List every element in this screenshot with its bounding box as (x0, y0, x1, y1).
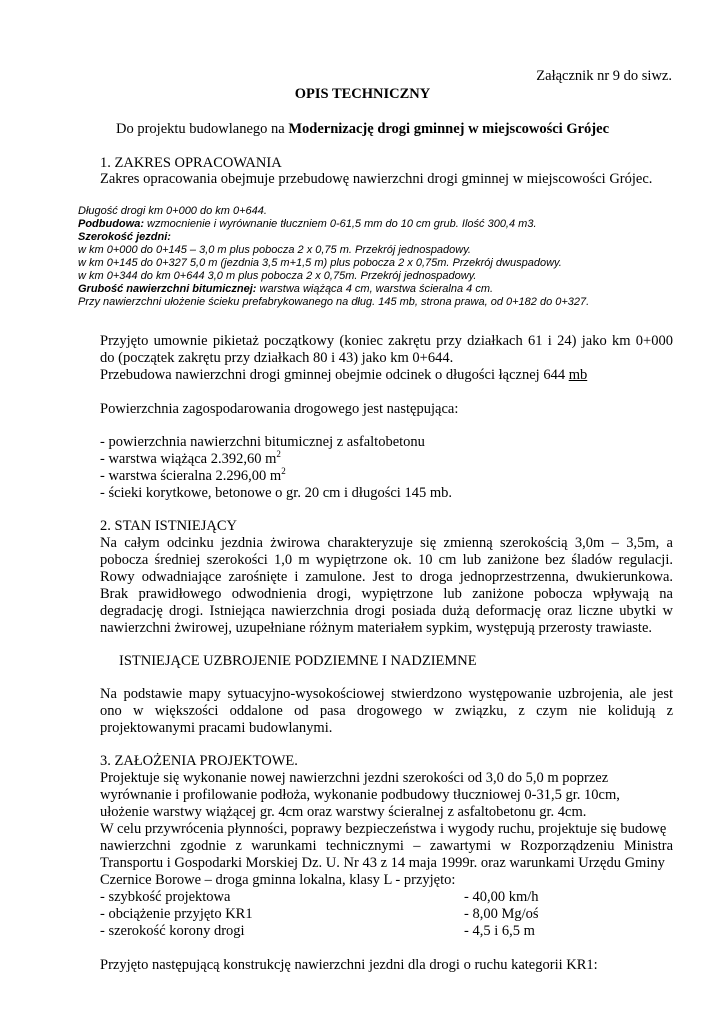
section-3-line-1: Projektuje się wykonanie nowej nawierzchni jezdni szerokości od 3,0 do 5,0 m poprzez (100, 770, 609, 786)
section-3-line-2: wyrównanie i profilowanie podłoża, wykonanie podbudowy tłuczniowej 0-31,5 gr. 10cm, (100, 787, 620, 803)
spec-base-text: wzmocnienie i wyrównanie tłuczniem 0-61,5 mm do 10 cm grub. Ilość 300,4 m3. (144, 218, 537, 230)
param-speed-label: - szybkość projektowa (100, 889, 231, 905)
spec-base (78, 218, 537, 231)
param-load-value: - 8,00 Mg/oś (464, 906, 539, 922)
param-width-label: - szerokość korony drogi (100, 923, 245, 939)
surface-item-3-sup: 2 (281, 466, 286, 476)
section-3-line-6: Transportu i Gospodarki Morskiej Dz. U. Nr 43 z 14 maja 1999r. oraz warunkami Urzędu Gminy (100, 855, 665, 871)
section-1-heading: 1. ZAKRES OPRACOWANIA (100, 155, 282, 171)
section-3-line-5: nawierzchni zgodnie z warunkami technicznymi – zawartymi w Rozporządzeniu Ministra (100, 838, 673, 854)
spec-width-1: w km 0+000 do 0+145 – 3,0 m plus pobocza 2 x 0,75 m. Przekrój jednospadowy. (78, 244, 471, 256)
section-2-line-6: nawierzchni żwirowej, uzupełniane różnym materiałem sypkim, występują przerosty trawiaste. (100, 620, 653, 636)
paragraph-chainage-1: Przyjęto umownie pikietaż początkowy (koniec zakrętu przy działkach 61 i 24) jako km 0+000 (100, 333, 673, 349)
project-line (0, 121, 725, 138)
surface-item-2-sup: 2 (276, 449, 281, 459)
spec-base-label: Podbudowa: (78, 218, 144, 230)
param-speed-value: - 40,00 km/h (464, 889, 539, 905)
spec-width-3: w km 0+344 do km 0+644 3,0 m plus pobocza 2 x 0,75m. Przekrój jednospadowy. (78, 270, 477, 282)
spec-width-label: Szerokość jezdni: (78, 231, 171, 243)
paragraph-length-unit: mb (568, 367, 588, 383)
param-load-label: - obciążenie przyjęto KR1 (100, 906, 253, 922)
document-title: OPIS TECHNICZNY (294, 86, 431, 102)
utilities-line-3: projektowanymi pracami budowlanymi. (100, 720, 333, 736)
utilities-line-1: Na podstawie mapy sytuacyjno-wysokościowej stwierdzono występowanie uzbrojenia, ale jest (100, 686, 673, 702)
project-name: Modernizację drogi gminnej w miejscowości Grójec (288, 121, 610, 137)
section-1-text: Zakres opracowania obejmuje przebudowę nawierzchni drogi gminnej w miejscowości Grójec. (100, 171, 653, 187)
annex-label: Załącznik nr 9 do siwz. (536, 68, 672, 84)
spec-thickness-text: warstwa wiążąca 4 cm, warstwa ścieralna 4 cm. (256, 283, 494, 295)
utilities-line-2: ono w większości oddalone od pasa drogowego w związku, z czym nie kolidują z (100, 703, 673, 719)
spec-width-2: w km 0+145 do 0+327 5,0 m (jezdnia 3,5 m+1,5 m) plus pobocza 2 x 0,75m. Przekrój dwuspadowy. (78, 257, 562, 269)
section-3-line-4: W celu przywrócenia płynności, poprawy bezpieczeństwa i wygody ruchu, projektuje się budowę (100, 821, 667, 837)
section-3-line-7: Czernice Borowe – droga gminna lokalna, klasy L - przyjęto: (100, 872, 456, 888)
surface-item-1: - powierzchnia nawierzchni bitumicznej z asfaltobetonu (100, 434, 425, 450)
section-3-heading: 3. ZAŁOŻENIA PROJEKTOWE. (100, 753, 298, 769)
section-3-line-3: ułożenie warstwy wiążącej gr. 4cm oraz warstwy ścieralnej z asfaltobetonu gr. 4cm. (100, 804, 587, 820)
section-2-line-5: degradację drogi. Istniejąca nawierzchnia drogi posiada dużą deformację oraz liczne ubytki w (100, 603, 673, 619)
spec-thickness (78, 283, 493, 296)
spec-length: Długość drogi km 0+000 do km 0+644. (78, 205, 267, 217)
paragraph-length (100, 367, 587, 384)
surface-intro: Powierzchnia zagospodarowania drogowego jest następująca: (100, 401, 459, 417)
paragraph-chainage-2: do (początek zakrętu przy działkach 80 i 43) jako km 0+644. (100, 350, 454, 366)
project-prefix: Do projektu budowlanego na (115, 121, 289, 137)
spec-thickness-label: Grubość nawierzchni bitumicznej: (78, 283, 257, 295)
spec-gutter: Przy nawierzchni ułożenie ścieku prefabrykowanego na dług. 145 mb, strona prawa, od 0+182 do 0+327. (78, 296, 590, 308)
param-width-value: - 4,5 i 6,5 m (464, 923, 535, 939)
surface-item-3 (100, 468, 286, 485)
section-2-line-4: Brak prawidłowego odwodnienia drogi, wypiętrzone lub zaniżone pobocza wpływają na (100, 586, 673, 602)
section-2-line-1: Na całym odcinku jezdnia żwirowa charakteryzuje się zmienną szerokością 3,0m – 3,5m, a (100, 535, 673, 551)
surface-item-2-text: - warstwa wiążąca 2.392,60 m (100, 451, 277, 467)
surface-item-3-text: - warstwa ścieralna 2.296,00 m (100, 468, 282, 484)
paragraph-length-text: Przebudowa nawierzchni drogi gminnej obejmie odcinek o długości łącznej 644 (100, 367, 569, 383)
construction-intro: Przyjęto następującą konstrukcję nawierzchni jezdni dla drogi o ruchu kategorii KR1: (100, 957, 598, 973)
section-2-line-2: pobocza średniej szerokości 1,0 m wypiętrzone ok. 10 cm lub zaniżone bez śladów regulacji. (100, 552, 673, 568)
surface-item-4: - ścieki korytkowe, betonowe o gr. 20 cm i długości 145 mb. (100, 485, 452, 501)
section-2-heading: 2. STAN ISTNIEJĄCY (100, 518, 237, 534)
utilities-heading: ISTNIEJĄCE UZBROJENIE PODZIEMNE I NADZIEMNE (119, 653, 477, 669)
section-2-line-3: Rowy odwadniające zarośnięte i zamulone. Jest to droga jednoprzestrzenna, dwukierunkowa. (100, 569, 673, 585)
surface-item-2 (100, 451, 281, 468)
